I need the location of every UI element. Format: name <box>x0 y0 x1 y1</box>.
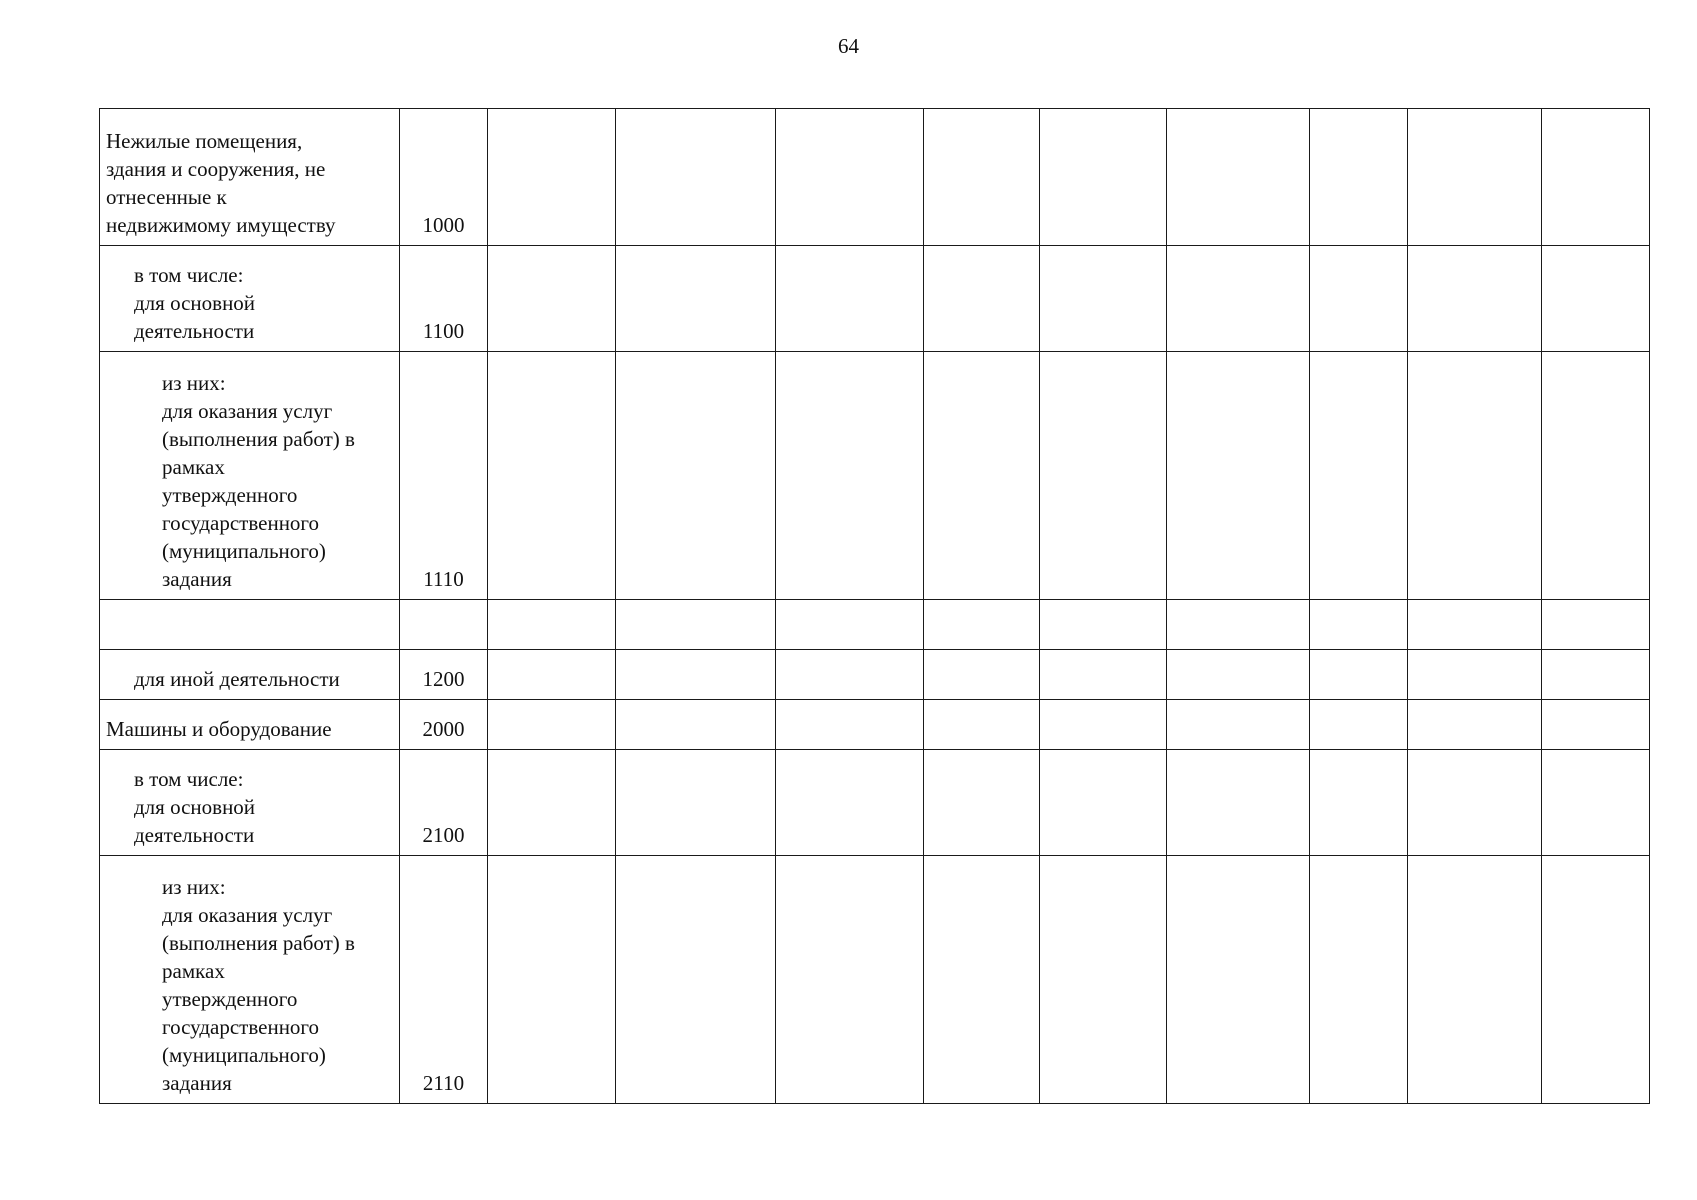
row-name-line: задания <box>162 1071 232 1095</box>
empty-value-cell <box>1040 700 1167 750</box>
empty-value-cell <box>1408 856 1542 1104</box>
empty-value-cell <box>1310 856 1408 1104</box>
empty-value-cell <box>776 109 924 246</box>
table-row <box>100 109 1650 246</box>
row-name-cell <box>100 600 400 650</box>
row-name-line: государственного <box>162 1015 320 1039</box>
row-name-line: в том числе: <box>134 263 244 287</box>
row-name-cell <box>100 109 400 246</box>
empty-value-cell <box>1310 109 1408 246</box>
empty-value-cell <box>924 750 1040 856</box>
empty-value-cell <box>1542 856 1650 1104</box>
empty-value-cell <box>616 700 776 750</box>
row-name-cell <box>100 246 400 352</box>
table-row <box>100 600 1650 650</box>
table-row <box>100 650 1650 700</box>
empty-value-cell <box>1167 109 1310 246</box>
empty-value-cell <box>1167 352 1310 600</box>
row-name-line: рамках <box>162 455 225 479</box>
empty-value-cell <box>1408 750 1542 856</box>
row-name-cell <box>100 700 400 750</box>
empty-value-cell <box>1310 246 1408 352</box>
table-row <box>100 352 1650 600</box>
row-name-cell <box>100 352 400 600</box>
row-name-line: отнесенные к <box>106 185 227 209</box>
empty-value-cell <box>616 600 776 650</box>
row-name-line: (муниципального) <box>162 1043 326 1067</box>
row-name-line: задания <box>162 567 232 591</box>
empty-value-cell <box>1542 650 1650 700</box>
row-name-line: утвержденного <box>162 987 298 1011</box>
row-name-line: деятельности <box>134 319 255 343</box>
empty-value-cell <box>1408 650 1542 700</box>
empty-value-cell <box>1542 352 1650 600</box>
empty-value-cell <box>1310 600 1408 650</box>
empty-value-cell <box>488 246 616 352</box>
row-name-line: (муниципального) <box>162 539 326 563</box>
empty-value-cell <box>1167 750 1310 856</box>
row-code-cell: 2100 <box>400 750 488 856</box>
empty-value-cell <box>1040 750 1167 856</box>
row-name-line: Нежилые помещения, <box>106 129 303 153</box>
empty-value-cell <box>488 600 616 650</box>
row-name-line: в том числе: <box>134 767 244 791</box>
page-number: 64 <box>838 34 859 58</box>
row-name-line: (выполнения работ) в <box>162 427 355 451</box>
property-table <box>99 108 1650 1104</box>
table-row <box>100 246 1650 352</box>
empty-value-cell <box>1167 700 1310 750</box>
empty-value-cell <box>776 352 924 600</box>
empty-value-cell <box>1310 352 1408 600</box>
empty-value-cell <box>1167 246 1310 352</box>
row-code-cell: 2000 <box>400 700 488 750</box>
empty-value-cell <box>924 352 1040 600</box>
row-name-line: для оказания услуг <box>162 399 333 423</box>
row-name-line: недвижимому имуществу <box>106 213 336 237</box>
empty-value-cell <box>488 352 616 600</box>
row-name-line: для основной <box>134 795 256 819</box>
row-name-cell <box>100 856 400 1104</box>
row-name-line: из них: <box>162 875 226 899</box>
empty-value-cell <box>616 352 776 600</box>
empty-value-cell <box>776 750 924 856</box>
empty-value-cell <box>616 650 776 700</box>
empty-value-cell <box>616 109 776 246</box>
empty-value-cell <box>924 246 1040 352</box>
empty-value-cell <box>1542 246 1650 352</box>
empty-value-cell <box>924 650 1040 700</box>
empty-value-cell <box>1542 109 1650 246</box>
empty-value-cell <box>488 650 616 700</box>
empty-value-cell <box>1040 600 1167 650</box>
table-row <box>100 856 1650 1104</box>
row-code-cell: 1110 <box>400 352 488 600</box>
empty-value-cell <box>1542 700 1650 750</box>
empty-value-cell <box>488 109 616 246</box>
table-body <box>100 109 1650 1104</box>
empty-value-cell <box>1040 352 1167 600</box>
empty-value-cell <box>1040 246 1167 352</box>
row-name-line: для основной <box>134 291 256 315</box>
empty-value-cell <box>1310 700 1408 750</box>
empty-value-cell <box>776 700 924 750</box>
row-code-cell: 1000 <box>400 109 488 246</box>
row-name-line: здания и сооружения, не <box>106 157 326 181</box>
row-name-line: для иной деятельности <box>134 667 340 691</box>
empty-value-cell <box>616 750 776 856</box>
empty-value-cell <box>776 600 924 650</box>
empty-value-cell <box>776 856 924 1104</box>
row-name-cell <box>100 650 400 700</box>
empty-value-cell <box>1040 650 1167 700</box>
empty-value-cell <box>1542 750 1650 856</box>
empty-value-cell <box>488 700 616 750</box>
empty-value-cell <box>1408 700 1542 750</box>
empty-value-cell <box>924 109 1040 246</box>
empty-value-cell <box>488 856 616 1104</box>
empty-value-cell <box>1542 600 1650 650</box>
empty-value-cell <box>924 700 1040 750</box>
row-name-cell <box>100 750 400 856</box>
row-name-line: рамках <box>162 959 225 983</box>
empty-value-cell <box>1310 750 1408 856</box>
empty-value-cell <box>1167 856 1310 1104</box>
row-code-cell: 1200 <box>400 650 488 700</box>
empty-value-cell <box>1167 600 1310 650</box>
empty-value-cell <box>924 600 1040 650</box>
row-name-line: государственного <box>162 511 320 535</box>
row-code-cell: 1100 <box>400 246 488 352</box>
empty-value-cell <box>1408 600 1542 650</box>
row-name-line: утвержденного <box>162 483 298 507</box>
empty-value-cell <box>776 650 924 700</box>
empty-value-cell <box>1310 650 1408 700</box>
row-name-line: деятельности <box>134 823 255 847</box>
row-name-line: Машины и оборудование <box>106 717 332 741</box>
empty-value-cell <box>1040 856 1167 1104</box>
empty-value-cell <box>924 856 1040 1104</box>
empty-value-cell <box>1040 109 1167 246</box>
empty-value-cell <box>616 246 776 352</box>
empty-value-cell <box>1408 109 1542 246</box>
row-name-line: для оказания услуг <box>162 903 333 927</box>
table-row <box>100 700 1650 750</box>
table-row <box>100 750 1650 856</box>
row-name-line: из них: <box>162 371 226 395</box>
row-code-cell <box>400 600 488 650</box>
empty-value-cell <box>1167 650 1310 700</box>
empty-value-cell <box>776 246 924 352</box>
empty-value-cell <box>1408 246 1542 352</box>
empty-value-cell <box>616 856 776 1104</box>
row-name-line: (выполнения работ) в <box>162 931 355 955</box>
empty-value-cell <box>488 750 616 856</box>
row-code-cell: 2110 <box>400 856 488 1104</box>
empty-value-cell <box>1408 352 1542 600</box>
